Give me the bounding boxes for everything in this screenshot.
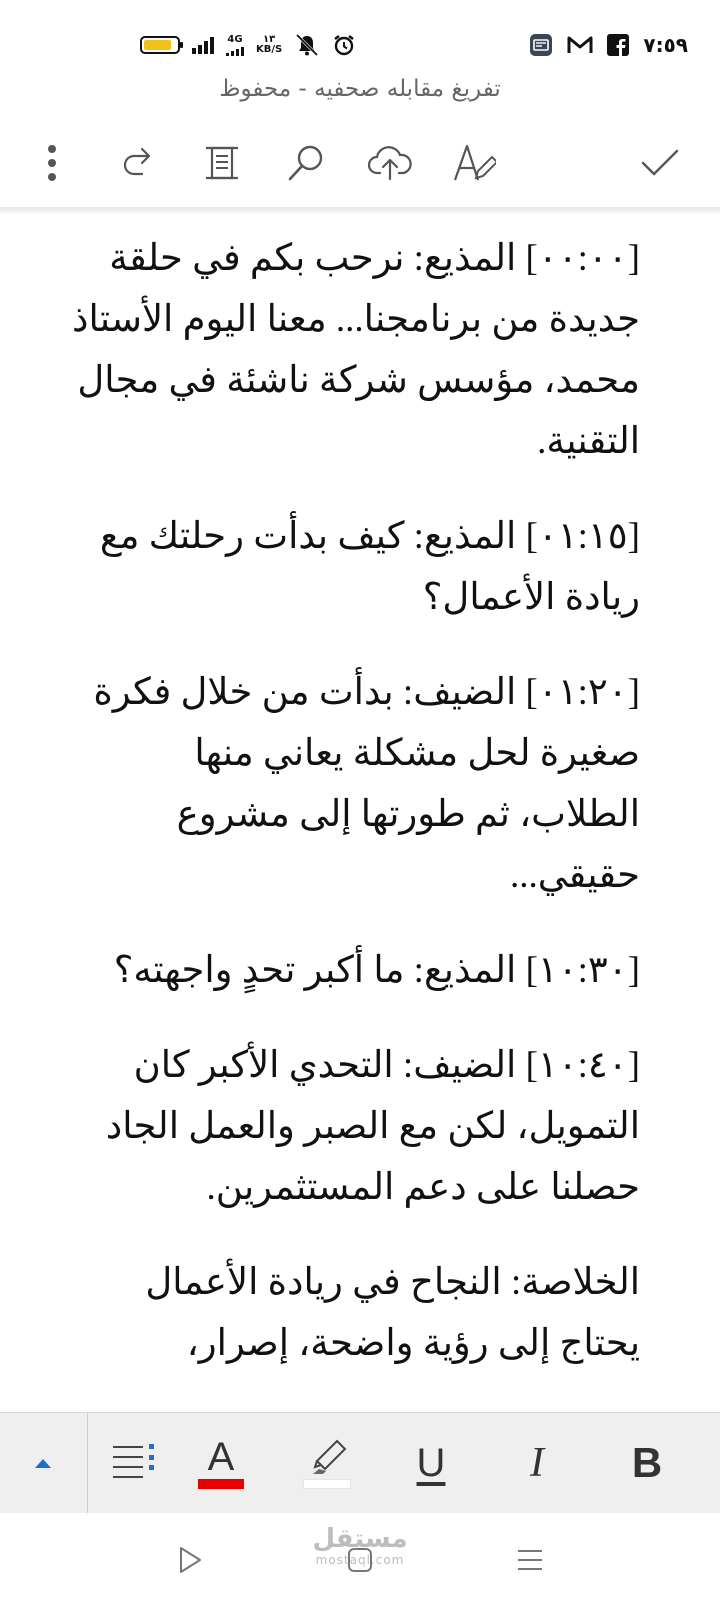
paragraph-5[interactable]: [١٠:٤٠] الضيف: التحدي الأكبر كان التمويل، لكن مع الصبر والعمل الجاد حصلنا على دعم المستثمرين. bbox=[105, 1045, 640, 1208]
pen-edit-icon bbox=[452, 142, 496, 184]
expand-arrow-icon bbox=[33, 1456, 53, 1470]
highlighter-button[interactable] bbox=[294, 1431, 360, 1495]
search-icon bbox=[285, 142, 327, 184]
signal-secondary-icon bbox=[226, 46, 244, 56]
cloud-upload-icon bbox=[367, 143, 413, 183]
more-options-button[interactable] bbox=[24, 135, 80, 191]
underline-icon: U bbox=[416, 1440, 446, 1485]
expand-format-button[interactable] bbox=[10, 1431, 76, 1495]
signal-icon bbox=[192, 36, 214, 54]
redo-icon bbox=[118, 143, 158, 183]
mute-icon bbox=[294, 33, 320, 57]
underline-button[interactable] bbox=[398, 1431, 464, 1495]
paragraph-3[interactable]: [٠١:٢٠] الضيف: بدأت من خلال فكرة صغيرة لحل مشكلة يعاني منها الطلاب، ثم طورتها إلى مشروع حقيقي... bbox=[93, 672, 640, 896]
app-notification-icon bbox=[529, 33, 553, 57]
paragraph-4[interactable]: [١٠:٣٠] المذيع: ما أكبر تحدٍ واجهته؟ bbox=[113, 950, 640, 991]
highlighter-pen-icon bbox=[307, 1435, 351, 1477]
list-button[interactable] bbox=[102, 1431, 168, 1495]
done-check-icon bbox=[640, 147, 680, 179]
cloud-upload-button[interactable] bbox=[362, 135, 418, 191]
font-color-button[interactable] bbox=[188, 1431, 254, 1495]
back-button[interactable] bbox=[165, 1535, 215, 1585]
battery-icon bbox=[140, 36, 180, 54]
battery-level-fill bbox=[144, 40, 171, 50]
network-type-label: 4G bbox=[227, 33, 243, 45]
watermark-latin: mostaql.com bbox=[315, 1553, 405, 1567]
font-color-swatch bbox=[198, 1479, 244, 1489]
document-title: تفريغ مقابله صحفيه - محفوظ bbox=[219, 76, 501, 102]
status-left-group bbox=[140, 30, 356, 60]
back-icon bbox=[176, 1545, 204, 1575]
paragraph-2[interactable]: [٠١:١٥] المذيع: كيف بدأت رحلتك مع ريادة الأعمال؟ bbox=[99, 516, 640, 618]
status-bar bbox=[0, 0, 720, 80]
highlight-color-swatch bbox=[303, 1479, 351, 1489]
list-icon bbox=[111, 1441, 159, 1485]
top-toolbar bbox=[0, 125, 720, 205]
status-clock: ٧:٥٩ bbox=[643, 33, 688, 57]
search-button[interactable] bbox=[278, 135, 334, 191]
highlighter-icon bbox=[301, 1435, 353, 1491]
toolbar-divider bbox=[0, 207, 720, 215]
recents-button[interactable] bbox=[505, 1535, 555, 1585]
bold-button[interactable] bbox=[614, 1431, 680, 1495]
gmail-icon bbox=[567, 35, 593, 55]
format-bar-divider bbox=[87, 1413, 88, 1513]
alarm-icon bbox=[332, 33, 356, 57]
edit-mode-button[interactable] bbox=[446, 135, 502, 191]
bold-icon: B bbox=[631, 1439, 663, 1486]
redo-button[interactable] bbox=[110, 135, 166, 191]
network-speed-value: ١٣ bbox=[263, 34, 276, 45]
home-button[interactable] bbox=[335, 1535, 385, 1585]
watermark-arabic: مستقل bbox=[312, 1524, 408, 1554]
italic-icon: I bbox=[530, 1440, 544, 1486]
network-4g-icon bbox=[226, 35, 244, 56]
more-options-icon bbox=[46, 143, 58, 183]
home-icon bbox=[345, 1545, 375, 1575]
recents-icon bbox=[515, 1545, 545, 1575]
page-layout-button[interactable] bbox=[194, 135, 250, 191]
italic-button[interactable] bbox=[504, 1431, 570, 1495]
font-color-icon bbox=[196, 1435, 246, 1491]
done-button[interactable] bbox=[632, 135, 688, 191]
facebook-icon bbox=[607, 34, 629, 56]
format-toolbar bbox=[0, 1412, 720, 1514]
paragraph-6[interactable]: الخلاصة: النجاح في ريادة الأعمال يحتاج إلى رؤية واضحة، إصرار، bbox=[145, 1262, 640, 1364]
system-navigation-bar bbox=[0, 1513, 720, 1600]
network-speed bbox=[256, 35, 282, 55]
font-color-letter: A bbox=[207, 1435, 235, 1479]
paragraph-1[interactable]: [٠٠:٠٠] المذيع: نرحب بكم في حلقة جديدة من برنامجنا... معنا اليوم الأستاذ محمد، مؤسس شركة ناشئة في مجال التقنية. bbox=[72, 238, 640, 462]
status-right-group bbox=[529, 28, 688, 62]
page-layout-icon bbox=[202, 142, 242, 184]
document-body[interactable] bbox=[70, 228, 640, 1408]
network-speed-unit: KB/S bbox=[256, 44, 283, 55]
